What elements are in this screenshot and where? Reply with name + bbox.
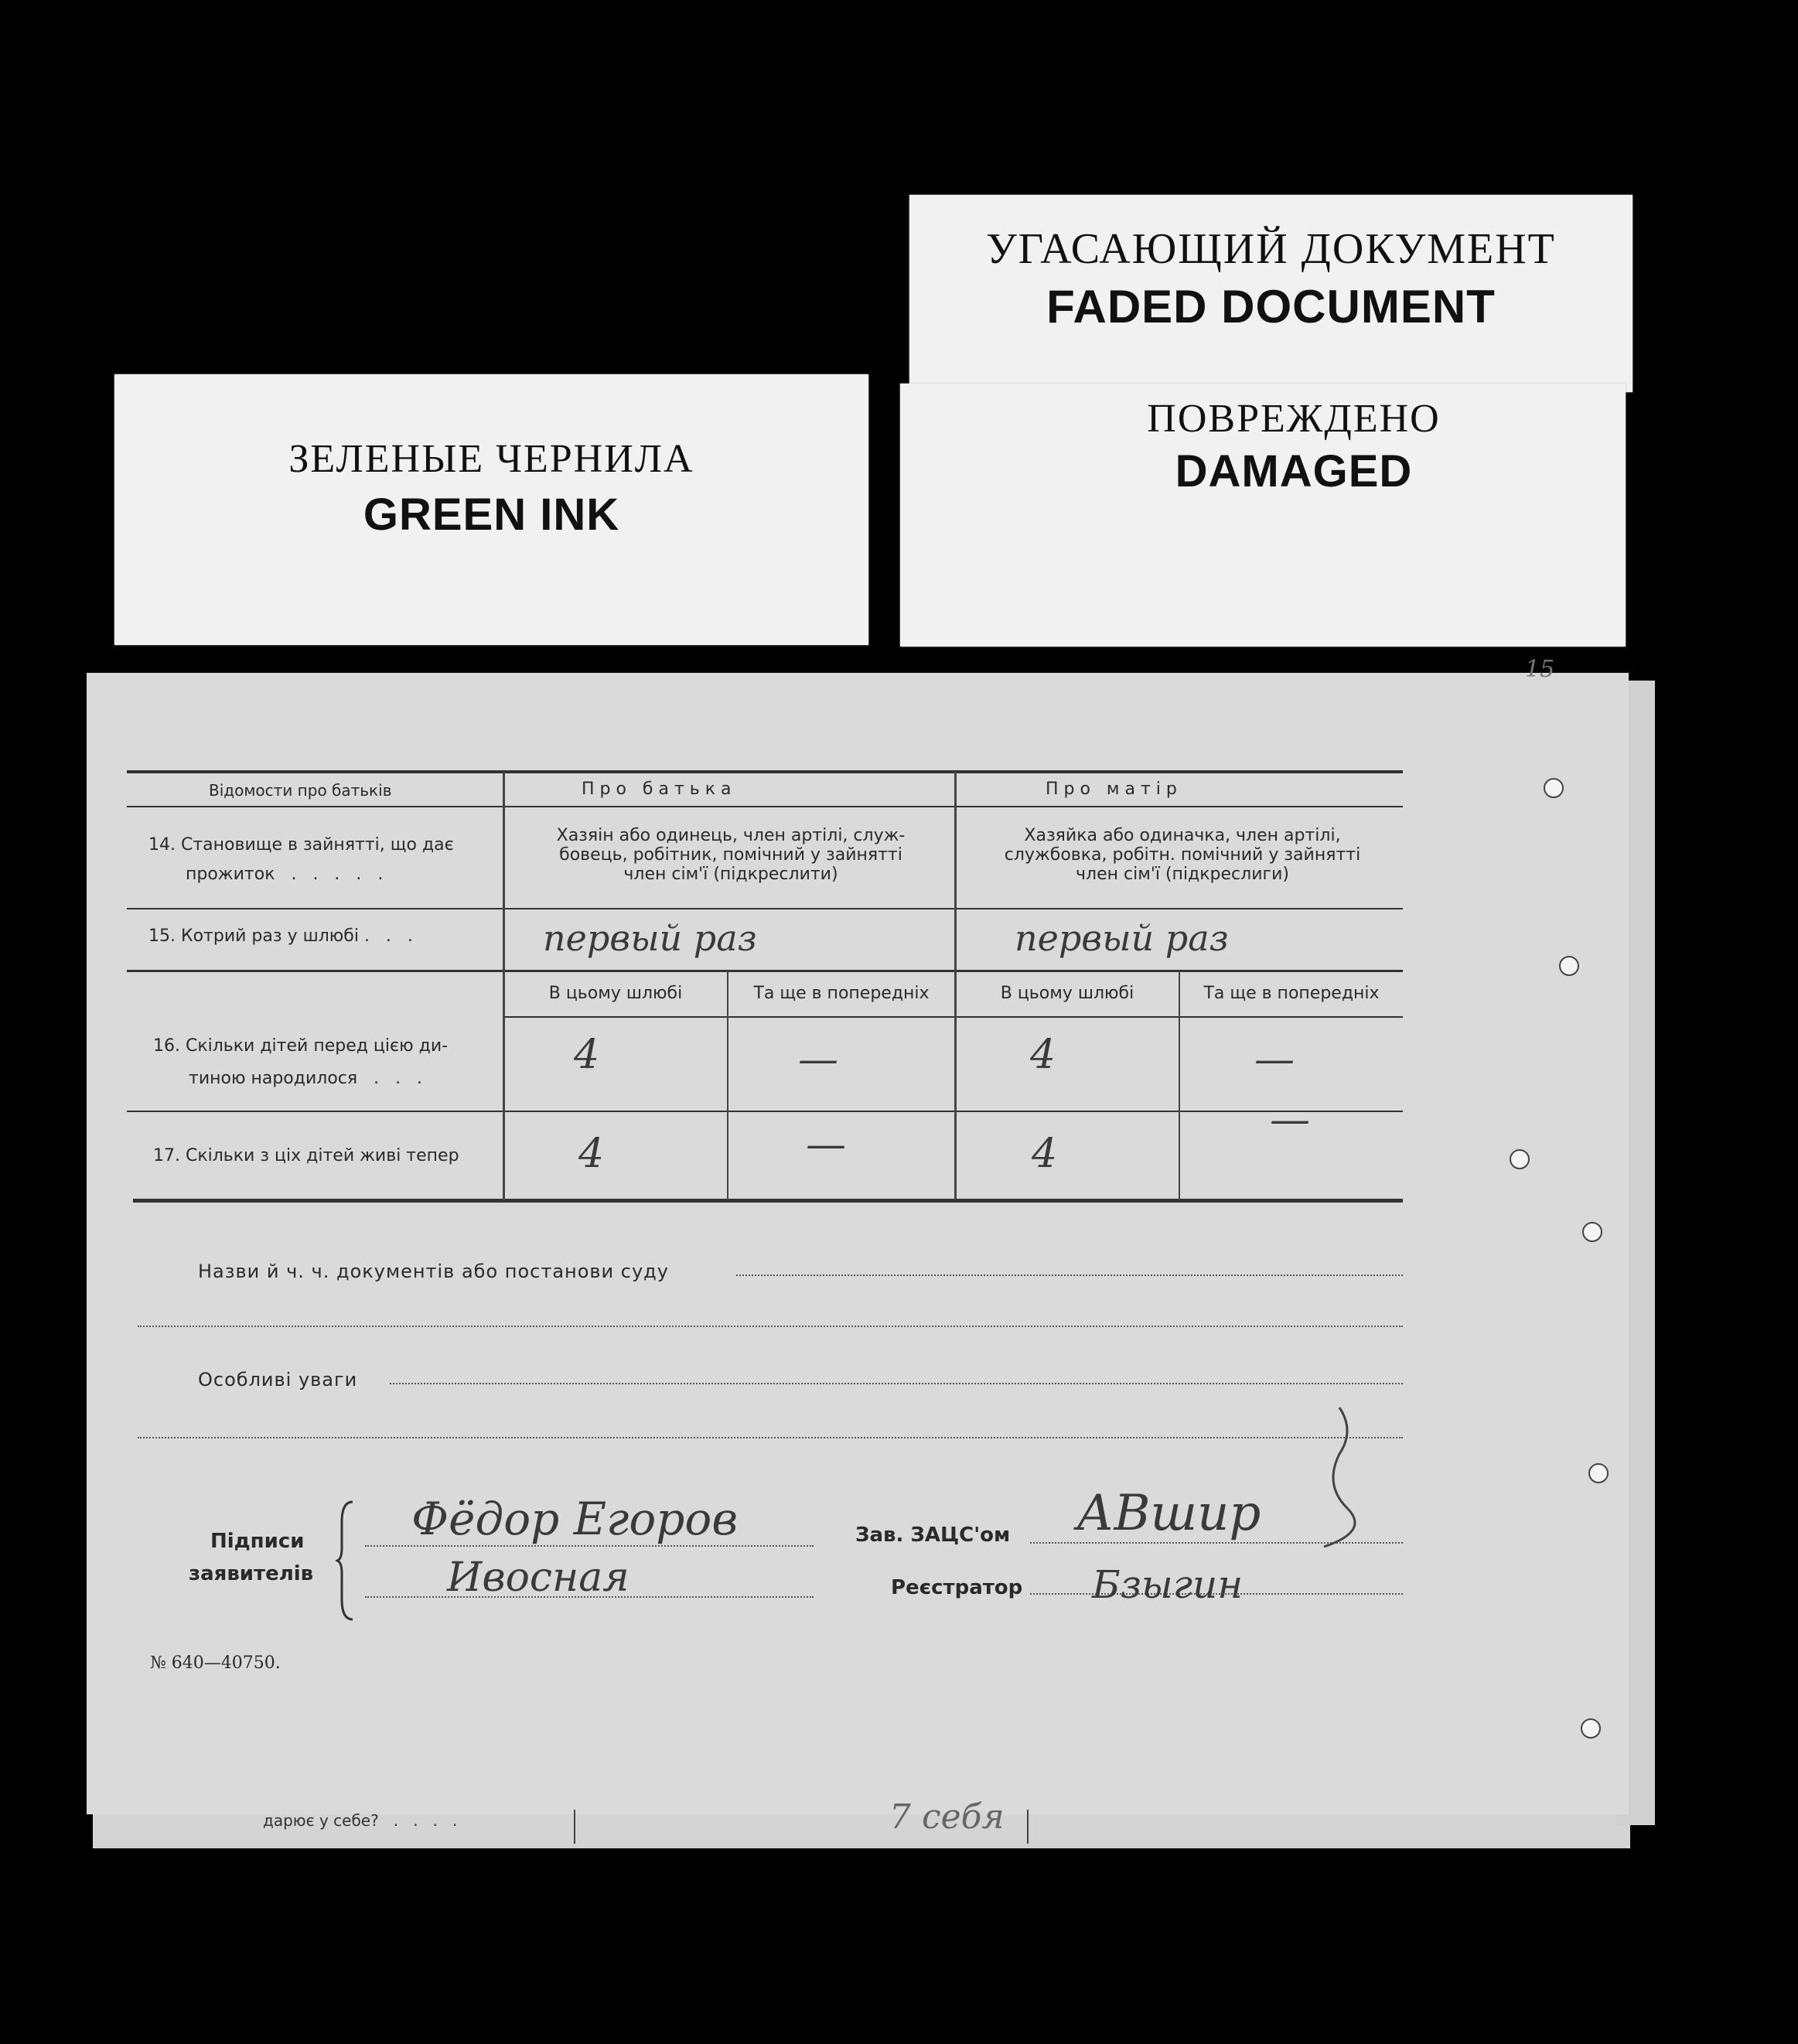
- registrar-label: Реєстратор: [891, 1576, 1023, 1599]
- row17-mother-prev: —: [1270, 1097, 1310, 1143]
- row14-mother-line2: службовка, робітн. помічний у зайнятті: [1004, 845, 1361, 865]
- head-signature: АВшир: [1076, 1485, 1261, 1542]
- applicant-signature-1: Фёдор Егоров: [411, 1493, 739, 1545]
- documents-dotline-2: [138, 1326, 1403, 1327]
- row16-mother-this: 4: [1030, 1032, 1056, 1078]
- sub-mother-prev: Та ще в попередніх: [1203, 984, 1380, 1003]
- row14-father-line3: член сім'ї (підкреслити): [623, 865, 838, 884]
- subheader-rule: [504, 1016, 1403, 1018]
- row16-father-prev: —: [798, 1036, 838, 1083]
- green-ink-label-ru: ЗЕЛЕНЫЕ ЧЕРНИЛА: [288, 437, 694, 481]
- row17-label: 17. Скільки з ціх дітей живі тепер: [153, 1146, 459, 1165]
- registrar-signature: Бзыгин: [1092, 1562, 1244, 1607]
- sub-mother-this: В цьому шлюбі: [1000, 984, 1134, 1003]
- row16-label-2: тиною народилося . . .: [189, 1069, 423, 1088]
- row16-label-1: 16. Скільки дітей перед цією ди-: [153, 1036, 449, 1056]
- punch-hole: [1588, 1463, 1609, 1483]
- row14-mother-line3: член сім'ї (підкреслиги): [1076, 865, 1289, 884]
- row14-rule: [127, 908, 1403, 909]
- row17-mother-this: 4: [1032, 1131, 1058, 1177]
- under-sheet-value: 7 себя: [889, 1797, 1005, 1837]
- faded-label-en: FADED DOCUMENT: [1046, 281, 1496, 333]
- punch-hole: [1582, 1222, 1602, 1242]
- signature-line-1: [365, 1545, 814, 1547]
- mother-sub-divider: [1179, 971, 1180, 1200]
- row17-father-prev: —: [806, 1121, 846, 1168]
- damaged-label-en: DAMAGED: [1175, 446, 1413, 496]
- table-top-rule: [127, 770, 1403, 773]
- sub-father-prev: Та ще в попередніх: [753, 984, 930, 1003]
- header-father: П р о б а т ь к а: [582, 780, 732, 799]
- special-label: Особливі уваги: [198, 1369, 358, 1391]
- punch-hole: [1510, 1149, 1530, 1169]
- documents-label: Назви й ч. ч. документів або постанови суду: [198, 1261, 669, 1282]
- row15-mother-value: первый раз: [1015, 917, 1229, 959]
- damaged-label-ru: ПОВРЕЖДЕНО: [1147, 397, 1441, 441]
- signature-flourish: [1293, 1400, 1401, 1554]
- row14-mother-line1: Хазяйка або одиначка, член артілі,: [1024, 826, 1341, 845]
- under-sheet-divider-2: [1027, 1810, 1029, 1844]
- applicant-signature-2: Ивосная: [447, 1554, 629, 1601]
- faded-document-card: [909, 195, 1633, 392]
- head-label: Зав. ЗАЦС'ом: [855, 1524, 1011, 1547]
- row14-father-line2: бовець, робітник, помічний у зайнятті: [559, 845, 902, 865]
- under-sheet-divider-1: [574, 1810, 575, 1844]
- corner-mark: 15: [1525, 656, 1555, 683]
- header-col0: Відомости про батьків: [209, 781, 392, 800]
- row16-mother-prev: —: [1254, 1036, 1295, 1083]
- punch-hole: [1581, 1718, 1601, 1739]
- table-bottom-rule: [133, 1199, 1403, 1203]
- row17-father-this: 4: [578, 1131, 605, 1177]
- green-ink-label-en: GREEN INK: [363, 490, 620, 540]
- row15-rule: [127, 970, 1403, 972]
- signatures-brace: [336, 1499, 359, 1623]
- row15-father-value: первый раз: [543, 917, 757, 959]
- documents-dotline-1: [736, 1275, 1403, 1276]
- green-ink-card: [114, 374, 868, 645]
- punch-hole: [1559, 956, 1579, 976]
- signatures-label-2: заявителів: [189, 1562, 314, 1585]
- row14-father-text: [510, 826, 951, 884]
- special-dotline-2: [138, 1437, 1403, 1438]
- row15-label: 15. Котрий раз у шлюбі . . .: [148, 926, 413, 946]
- sub-father-this: В цьому шлюбі: [548, 984, 683, 1003]
- father-sub-divider: [727, 971, 728, 1200]
- table-header-rule: [127, 806, 1403, 807]
- faded-label-ru: УГАСАЮЩИЙ ДОКУМЕНТ: [986, 225, 1556, 273]
- signatures-label-1: Підписи: [210, 1530, 305, 1553]
- row14-father-line1: Хазяін або одинець, член артілі, служ-: [556, 826, 906, 845]
- row16-father-this: 4: [574, 1032, 600, 1078]
- row16-rule: [127, 1111, 1403, 1112]
- special-dotline-1: [390, 1383, 1403, 1384]
- header-mother: П р о м а т і р: [1046, 780, 1177, 799]
- under-sheet-text: дарює у себе? . . . .: [263, 1811, 458, 1830]
- row14-label-1: 14. Становище в зайнятті, що дає: [148, 835, 454, 855]
- registration-form: [87, 656, 1629, 1814]
- damaged-card: [900, 384, 1626, 647]
- row14-mother-text: [962, 826, 1403, 884]
- punch-hole: [1544, 778, 1564, 798]
- row14-label-2: прожиток . . . . .: [186, 865, 384, 884]
- form-number: № 640—40750.: [150, 1653, 281, 1673]
